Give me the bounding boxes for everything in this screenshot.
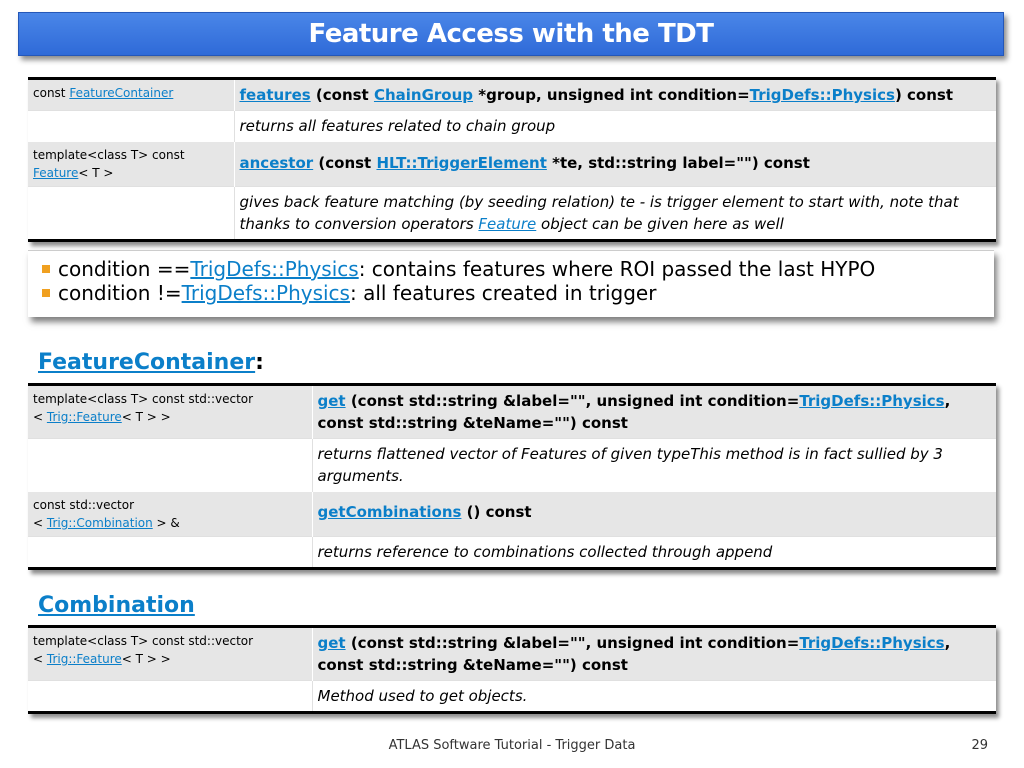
signature-cell: get (const std::string &label="", unsigned int condition=TrigDefs::Physics, const std::string &teName="") const [312, 385, 996, 439]
trigdefs-physics-link[interactable]: TrigDefs::Physics [190, 257, 359, 281]
get-method-link[interactable]: get [317, 634, 346, 652]
empty-cell [28, 681, 312, 713]
trig-feature-link[interactable]: Trig::Feature [46, 410, 122, 424]
condition-notes-box [28, 250, 994, 317]
signature-cell: ancestor (const HLT::TriggerElement *te, std::string label="") const [234, 142, 996, 187]
featurecontainer-methods-table [28, 383, 996, 570]
empty-cell [28, 439, 312, 492]
trigdefs-physics-link[interactable]: TrigDefs::Physics [181, 281, 350, 305]
combination-methods-table [28, 625, 996, 714]
featurecontainer-heading: FeatureContainer: [38, 350, 264, 375]
return-type-cell: const FeatureContainer [28, 79, 234, 111]
description-cell: returns reference to combinations collected through append [312, 537, 996, 569]
page-number: 29 [971, 738, 988, 753]
table-row [28, 385, 996, 439]
trigdefs-physics-link[interactable]: TrigDefs::Physics [749, 86, 895, 104]
triggerelement-link[interactable]: HLT::TriggerElement [376, 154, 547, 172]
signature-cell: getCombinations () const [312, 492, 996, 537]
trigdefs-physics-link[interactable]: TrigDefs::Physics [799, 634, 945, 652]
return-type-cell: template<class T> const Feature< T > [28, 142, 234, 187]
trig-feature-link[interactable]: Trig::Feature [46, 652, 122, 666]
table-row [28, 142, 996, 187]
return-type-cell: const std::vector < Trig::Combination > & [28, 492, 312, 537]
return-type-cell: template<class T> const std::vector < Trig::Feature< T > > [28, 627, 312, 681]
chaingroup-link[interactable]: ChainGroup [373, 86, 474, 104]
featurecontainer-heading-link[interactable]: FeatureContainer [38, 350, 256, 375]
empty-cell [28, 187, 234, 241]
trigdefs-physics-link[interactable]: TrigDefs::Physics [799, 392, 945, 410]
get-method-link[interactable]: get [317, 392, 346, 410]
slide-title: Feature Access with the TDT [308, 19, 714, 49]
featurecontainer-link[interactable]: FeatureContainer [69, 86, 174, 100]
slide-title-bar [18, 12, 1004, 56]
table-row [28, 681, 996, 713]
getcombinations-method-link[interactable]: getCombinations [317, 503, 462, 521]
table-row [28, 627, 996, 681]
features-method-link[interactable]: features [239, 86, 311, 104]
feature-link[interactable]: Feature [33, 166, 79, 180]
empty-cell [28, 111, 234, 142]
ancestor-method-link[interactable]: ancestor [239, 154, 314, 172]
feature-link[interactable]: Feature [478, 215, 537, 233]
table-row [28, 492, 996, 537]
table-row [28, 111, 996, 142]
table-row [28, 537, 996, 569]
trig-combination-link[interactable]: Trig::Combination [46, 516, 153, 530]
return-type-cell: template<class T> const std::vector < Trig::Feature< T > > [28, 385, 312, 439]
footer-text: ATLAS Software Tutorial - Trigger Data [388, 738, 636, 753]
empty-cell [28, 537, 312, 569]
table-row [28, 439, 996, 492]
list-item: condition == TrigDefs::Physics : contains features where ROI passed the last HYPO [42, 257, 994, 281]
description-cell: returns flattened vector of Features of given typeThis method is in fact sullied by 3 arguments. [312, 439, 996, 492]
signature-cell: get (const std::string &label="", unsigned int condition=TrigDefs::Physics, const std::string &teName="") const [312, 627, 996, 681]
table-row [28, 187, 996, 241]
combination-heading-link[interactable]: Combination [38, 593, 195, 618]
description-cell: Method used to get objects. [312, 681, 996, 713]
signature-cell: features (const ChainGroup *group, unsigned int condition=TrigDefs::Physics) const [234, 79, 996, 111]
table-row [28, 79, 996, 111]
bullet-square-icon [42, 265, 50, 273]
bullet-square-icon [42, 289, 50, 297]
list-item: condition != TrigDefs::Physics : all features created in trigger [42, 281, 994, 305]
description-cell: gives back feature matching (by seeding relation) te - is trigger element to start with, note that thanks to conversion operators Feature object can be given here as well [234, 187, 996, 241]
description-cell: returns all features related to chain group [234, 111, 996, 142]
combination-heading [38, 593, 195, 618]
tdt-methods-table [28, 77, 996, 242]
